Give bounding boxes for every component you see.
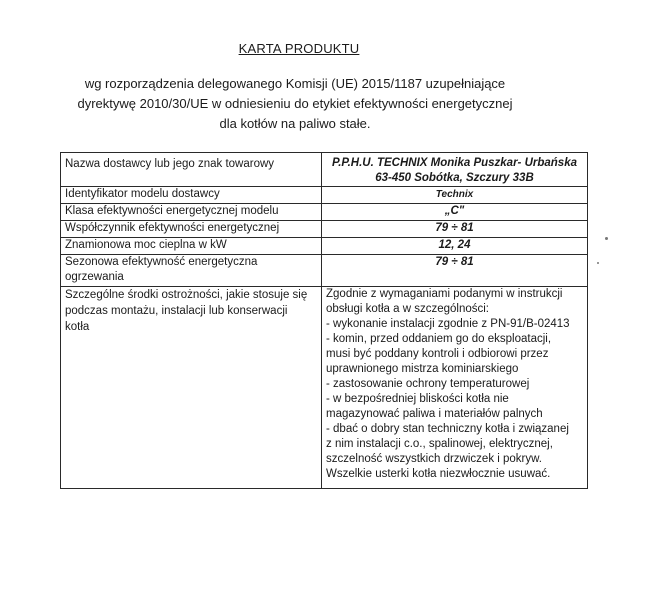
supplier-name: P.P.H.U. TECHNIX Monika Puszkar- Urbańska [332, 157, 577, 169]
precautions-detail-line: - zastosowanie ochrony temperaturowej [326, 378, 530, 390]
supplier-row [61, 153, 588, 187]
precautions-detail-line: Zgodnie z wymaganiami podanymi w instrukcji [326, 288, 563, 300]
efficiency-index-value: 79 ÷ 81 [322, 221, 588, 238]
precautions-detail-line: - w bezpośredniej bliskości kotła nie [326, 393, 509, 405]
seasonal-efficiency-label-line: ogrzewania [65, 271, 124, 283]
precautions-details [322, 287, 588, 489]
model-id: Technix [435, 189, 474, 200]
precautions-label [61, 287, 322, 489]
supplier-label: Nazwa dostawcy lub jego znak towarowy [61, 153, 322, 187]
seasonal-efficiency-label [61, 255, 322, 287]
intro-line: dla kotłów na paliwo stałe. [219, 116, 371, 131]
rated-output-row [61, 238, 588, 255]
precautions-detail-line: szczelność wszystkich drzwiczek i pokryw. [326, 453, 542, 465]
scan-speck [605, 237, 608, 240]
supplier-address: 63-450 Sobótka, Szczury 33B [375, 172, 534, 184]
precautions-label-line: Szczególne środki ostrożności, jakie stosuje się [65, 289, 308, 301]
product-info-table [60, 152, 588, 489]
intro-text [60, 74, 530, 134]
model-label: Identyfikator modelu dostawcy [61, 187, 322, 204]
precautions-detail-line: magazynować paliwa i materiałów palnych [326, 408, 543, 420]
precautions-detail-line: - dbać o dobry stan techniczny kotła i związanej [326, 423, 569, 435]
efficiency-class-row [61, 204, 588, 221]
efficiency-class-value: „C" [322, 204, 588, 221]
precautions-detail-line: - komin, przed oddaniem go do eksploatacji, [326, 333, 552, 345]
precautions-detail-line: obsługi kotła a w szczególności: [326, 303, 489, 315]
seasonal-efficiency-row [61, 255, 588, 287]
precautions-row [61, 287, 588, 489]
scan-speck [597, 262, 599, 264]
intro-line: wg rozporządzenia delegowanego Komisji (UE) 2015/1187 uzupełniające [84, 76, 506, 91]
seasonal-efficiency-label-line: Sezonowa efektywność energetyczna [65, 256, 258, 268]
precautions-label-line: kotła [65, 321, 90, 333]
efficiency-index-label: Współczynnik efektywności energetycznej [61, 221, 322, 238]
precautions-detail-line: Wszelkie usterki kotła niezwłocznie usuwać. [326, 468, 551, 480]
intro-line: dyrektywę 2010/30/UE w odniesieniu do etykiet efektywności energetycznej [77, 96, 513, 111]
rated-output-value: 12, 24 [322, 238, 588, 255]
seasonal-efficiency-value: 79 ÷ 81 [322, 255, 588, 287]
efficiency-index-row [61, 221, 588, 238]
precautions-detail-line: - wykonanie instalacji zgodnie z PN-91/B-02413 [326, 318, 570, 330]
document-title: KARTA PRODUKTU [238, 41, 360, 56]
supplier-value [322, 153, 588, 187]
precautions-detail-line: z nim instalacji c.o., spalinowej, elektrycznej, [326, 438, 553, 450]
precautions-detail-line: musi być poddany kontroli i odbiorowi przez [326, 348, 549, 360]
model-row [61, 187, 588, 204]
precautions-detail-line: uprawnionego mistrza kominiarskiego [326, 363, 519, 375]
model-value [322, 187, 588, 204]
precautions-label-line: podczas montażu, instalacji lub konserwacji [65, 305, 288, 317]
efficiency-class-label: Klasa efektywności energetycznej modelu [61, 204, 322, 221]
rated-output-label: Znamionowa moc cieplna w kW [61, 238, 322, 255]
